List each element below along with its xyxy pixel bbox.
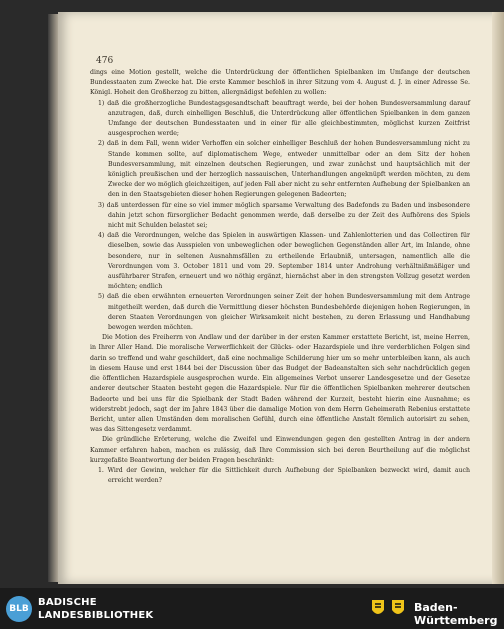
- paragraph: dings eine Motion gestellt, welche die Unterdrückung der öffentlichen Spielbanken im Umfange der deutschen Bundesstaaten zum Zwecke hat. Die erste Kammer beschloß in ihrer Sitzung vom 4. August d. J. in einer Adresse Se. Königl. Hoheit den Großherzog zu bitten, allergnädigst befehlen zu wollen:: [90, 69, 470, 97]
- library-name-line2: LANDESBIBLIOTHEK: [38, 610, 154, 621]
- footer-bar: [0, 588, 504, 629]
- library-name-line1: BADISCHE: [38, 597, 97, 608]
- page-number: 476: [96, 56, 114, 66]
- baden-wuerttemberg-crest-icon: [368, 596, 410, 622]
- list-item: 3) daß unterdessen für eine so viel immer möglich sparsame Verwaltung des Badefonds zu Baden und insbesondere dahin jetzt schon fürsorglicher Bedacht genommen werde, daß derselbe zu der Zeit des Aufhörens des Spiels nicht mit Schulden belastet sei;: [98, 201, 470, 230]
- list-item: 1. Wird der Gewinn, welcher für die Sittlichkeit durch Aufhebung der Spielbanken bezweckt wird, damit auch erreicht werden?: [98, 466, 470, 485]
- list-item: 4) daß die Verordnungen, welche das Spielen in auswärtigen Klassen- und Zahlenlotterien und das Collectiren für dieselben, sowie das Ausspielen von unbeweglichen oder beweglichen Gegenständen aller Art, im Inlande, ohne besondere, nur in seltenen Ausnahmsfällen zu ertheilende Erlaubniß, untersagen, namentlich alle die Verordnungen vom 3. October 1811 und vom 29. September 1814 unter Androhung verhältnißmäßiger und ausführbarer Strafen, erneuert und wo nöthig ergänzt, hiernächst aber in den strengsten Vollzug gesetzt werden möchten; endlich: [98, 232, 470, 291]
- state-name: Baden-Württemberg: [414, 601, 498, 627]
- paragraph: Die Motion des Freiherrn von Andlaw und der darüber in der ersten Kammer erstattete Bericht, ist, meine Herren, in Ihrer Aller Hand. Die moralische Verwerflichkeit der Glücks- oder Hazardspiele und ihre verderblichen Folgen sind darin so treffend und wahr geschildert, daß eine nochmalige Schilderung hier um so mehr unterbleiben kann, als auch in diesem Hause und erst 1844 bei der Discussion über das Budget der Badeanstalten sich sehr nachdrücklich gegen die öffentlichen Hazardspiele ausgesprochen wurde. Ein allgemeines Verbot unserer Landesgesetze und der Gesetze anderer deutscher Staaten besteht gegen die Hazardspiele. Nur für die öffentlichen Spielbanken mehrerer deutschen Badeorte und bei uns für die Spielbank der Stadt Baden während der Kurzeit, besteht hierin eine Ausnahme; es widerstrebt jedoch, sagt der im Jahre 1843 über die damalige Motion von dem Herrn Geheimerath Rebenius erstattete Bericht, unter allen Umständen dem moralischen Gefühl, durch eine öffentliche Anstalt förmlich autorisirt zu sehen, was das Sittengesetz verdammt.: [90, 334, 470, 434]
- page-text: [90, 68, 470, 486]
- blb-logo-icon: BLB: [6, 596, 32, 622]
- list-item: 5) daß die eben erwähnten erneuerten Verordnungen seiner Zeit der hohen Bundesversammlung mit dem Antrage mitgetheilt werden, daß durch die Vermittlung dieser höchsten Bundesbehörde diejenigen hohen Regierungen, in deren Staaten Verordnungen von gleicher Wirksamkeit nicht bestehen, zu deren Erlassung und Handhabung bewogen werden möchten.: [98, 293, 470, 332]
- list-item: 1) daß die großherzogliche Bundestagsgesandtschaft beauftragt werde, bei der hohen Bundesversammlung darauf anzutragen, daß, durch einhelligen Beschluß, die Unterdrückung aller öffentlichen Spielbanken in dem ganzen Umfange der deutschen Bundesstaaten und in einer für alle gleichbestimmten, möglichst kurzen Zeitfrist ausgesprochen werde;: [98, 99, 470, 138]
- library-name: [38, 596, 153, 622]
- paragraph: Die gründliche Erörterung, welche die Zweifel und Einwendungen gegen den gestellten Antrag in der andern Kammer erfahren haben, machen es zulässig, daß Ihre Commission sich bei deren Beurtheilung auf die möglichst kurzgefaßte Beantwortung der beiden Fragen beschränkt:: [90, 436, 470, 464]
- list-item: 2) daß in dem Fall, wenn wider Verhoffen ein solcher einhelliger Beschluß der hohen Bundesversammlung nicht zu Stande kommen sollte, auf diplomatischem Wege, entweder unmittelbar oder an dem Sitz der hohen Bundesversammlung, mit einzelnen deutschen Regierungen, und zwar zunächst und hauptsächlich mit der königlich preußischen und der herzoglich nassauischen, Unterhandlungen angeknüpft werden möchten, zu dem Zwecke der wo möglich gleichzeitigen, auf jeden Fall aber nicht zu sehr entfernten Aufhebung der Spielbanken an den in den Staatsgebieten dieser hohen Regierungen gelegenen Badeorten;: [98, 140, 470, 199]
- page-right-edge: [492, 12, 504, 584]
